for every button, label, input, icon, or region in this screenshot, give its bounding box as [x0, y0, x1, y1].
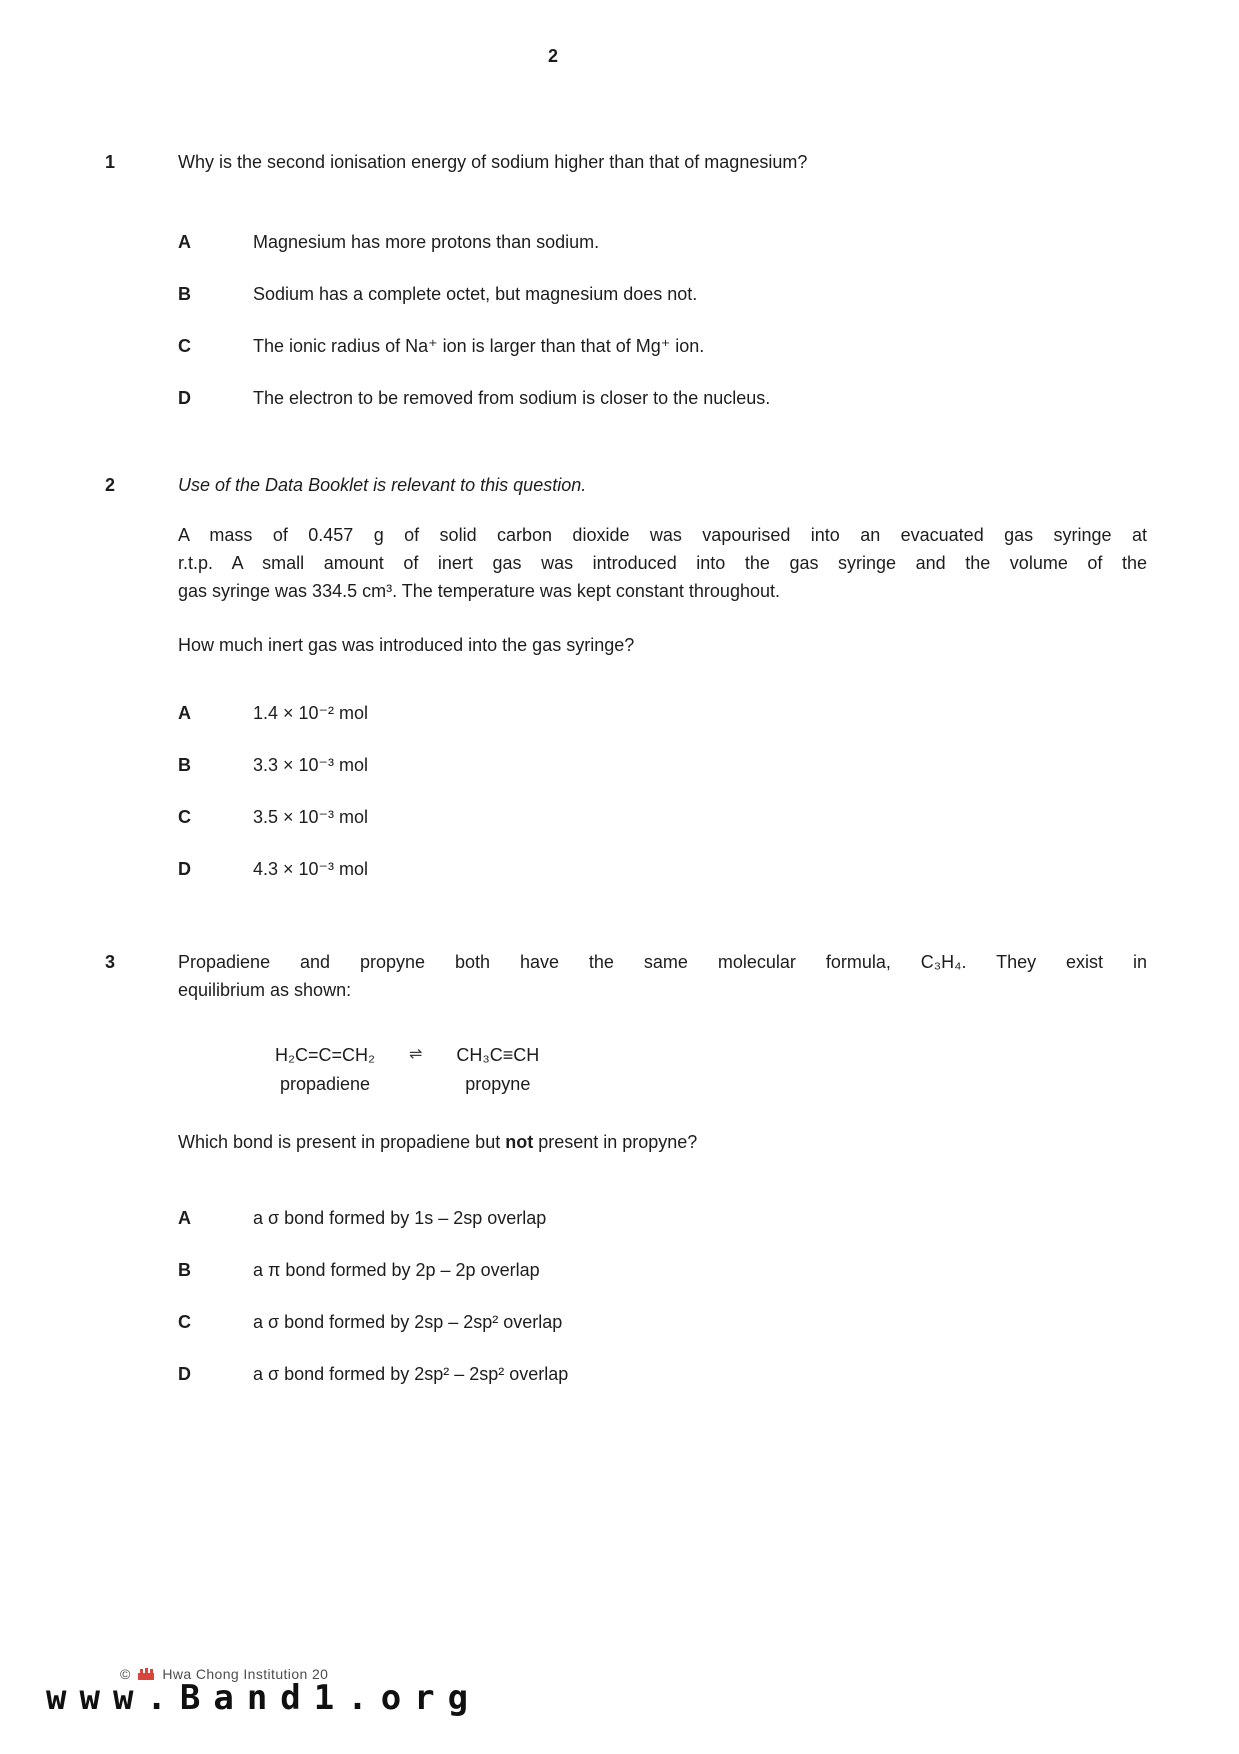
body-line: r.t.p. A small amount of inert gas was introduced into the gas syringe and the volume of the [178, 553, 1147, 573]
option-text: 1.4 × 10⁻² mol [253, 703, 369, 723]
option-text: 3.5 × 10⁻³ mol [253, 807, 369, 827]
option-text: The electron to be removed from sodium is closer to the nucleus. [253, 388, 771, 408]
question-3-prompt [178, 1128, 1147, 1156]
option-row [178, 1204, 1147, 1232]
option-text: a σ bond formed by 2sp² – 2sp² overlap [253, 1364, 569, 1384]
option-letter: C [178, 336, 191, 356]
option-text: Magnesium has more protons than sodium. [253, 232, 600, 252]
page-number: 2 [547, 46, 558, 66]
option-text: a σ bond formed by 1s – 2sp overlap [253, 1208, 547, 1228]
propadiene-formula: H₂C=C=CH₂ [275, 1045, 375, 1065]
option-letter: B [178, 1260, 191, 1280]
body-line: gas syringe was 334.5 cm³. The temperature was kept constant throughout. [178, 581, 780, 601]
option-text: 3.3 × 10⁻³ mol [253, 755, 369, 775]
propyne-formula: CH₃C≡CH [456, 1045, 540, 1065]
option-letter: A [178, 232, 191, 252]
question-2-options [178, 699, 1147, 883]
prompt-text: present in propyne? [533, 1132, 698, 1152]
option-letter: A [178, 1208, 191, 1228]
option-letter: C [178, 807, 191, 827]
question-2 [105, 471, 1147, 907]
copyright-symbol: © [120, 1666, 131, 1682]
option-row [178, 1308, 1147, 1336]
option-text: 4.3 × 10⁻³ mol [253, 859, 369, 879]
propadiene-label: propadiene [279, 1074, 371, 1094]
equilibrium-arrow-icon: ⇌ [409, 1046, 423, 1063]
option-row [178, 855, 1147, 883]
option-text: The ionic radius of Na⁺ ion is larger than that of Mg⁺ ion. [253, 336, 705, 356]
option-row [178, 384, 1147, 412]
option-row [178, 699, 1147, 727]
option-letter: D [178, 388, 191, 408]
option-row [178, 280, 1147, 308]
option-row [178, 332, 1147, 360]
body-line: A mass of 0.457 g of solid carbon dioxide was vapourised into an evacuated gas syringe at [178, 525, 1147, 545]
prompt-text: Which bond is present in propadiene but [178, 1132, 506, 1152]
option-letter: B [178, 284, 191, 304]
option-text: Sodium has a complete octet, but magnesium does not. [253, 284, 698, 304]
option-row [178, 751, 1147, 779]
option-row [178, 228, 1147, 256]
option-text: a π bond formed by 2p – 2p overlap [253, 1260, 540, 1280]
question-1 [105, 148, 1147, 436]
question-2-prompt: How much inert gas was introduced into the gas syringe? [178, 635, 635, 655]
watermark: www.Band1.org [46, 1678, 482, 1718]
question-3 [105, 948, 1147, 1412]
prompt-bold-word: not [505, 1132, 534, 1152]
question-3-number: 3 [105, 952, 116, 972]
option-letter: D [178, 1364, 191, 1384]
institution-name: Hwa Chong Institution 20 [162, 1666, 329, 1682]
option-text: a σ bond formed by 2sp – 2sp² overlap [253, 1312, 563, 1332]
question-2-body [178, 521, 1147, 605]
option-letter: D [178, 859, 191, 879]
equilibrium-equation [275, 1040, 539, 1098]
propyne-label: propyne [465, 1074, 531, 1094]
option-row [178, 1256, 1147, 1284]
option-letter: C [178, 1312, 191, 1332]
question-2-number: 2 [105, 475, 116, 495]
question-1-options [178, 228, 1147, 412]
question-3-stem [178, 948, 1147, 1004]
option-letter: B [178, 755, 191, 775]
question-1-stem: Why is the second ionisation energy of sodium higher than that of magnesium? [178, 152, 808, 172]
question-2-preamble: Use of the Data Booklet is relevant to this question. [178, 475, 587, 495]
question-3-options [178, 1204, 1147, 1388]
question-1-number: 1 [105, 152, 116, 172]
option-row [178, 803, 1147, 831]
stem-line: equilibrium as shown: [178, 980, 352, 1000]
option-row [178, 1360, 1147, 1388]
stem-line: Propadiene and propyne both have the same molecular formula, C₃H₄. They exist in [178, 952, 1147, 972]
option-letter: A [178, 703, 191, 723]
